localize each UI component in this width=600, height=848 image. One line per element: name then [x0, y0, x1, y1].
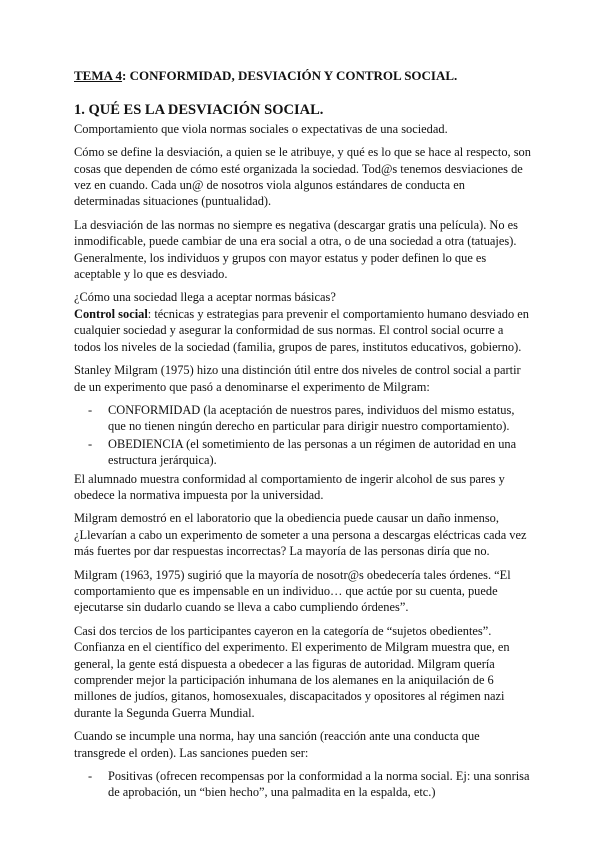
control-social-definition: : técnicas y estrategias para prevenir el comportamiento humano desviado en cualquier sociedad y asegurar la conformidad de sus normas. El control social ocurre a todos los niveles de la sociedad (familia, grupos de pares, institutos educativos, gobierno). [74, 306, 529, 354]
list-item [74, 436, 532, 469]
list-dash: - [88, 769, 93, 784]
title-prefix: TEMA 4 [74, 68, 123, 83]
paragraph-obedient-subjects: Casi dos tercios de los participantes cayeron en la categoría de “sujetos obedientes”. Confianza en el científico del experimento. El experimento de Milgram muestra que, en general, la gente está dispuesta a obedecer a las figuras de autoridad. Milgram quería comprender mejor la participación inhumana de los alemanes en la aniquilación de 6 millones de judíos, gitanos, homosexuales, discapacitados y opositores al régimen nazi durante la Segunda Guerra Mundial. [74, 623, 510, 720]
paragraph-milgram-orders: Milgram (1963, 1975) sugirió que la mayoría de nosotr@s obedecería tales órdenes. “El comportamiento que es impensable en un individuo… que actúe por su cuenta, puede ejecutarse sin dudarlo cuando se lleva a cabo cumpliendo órdenes”. [74, 567, 511, 615]
list-dash: - [88, 436, 93, 451]
list-item-text: Positivas (ofrecen recompensas por la conformidad a la norma social. Ej: una sonrisa de aprobación, un “bien hecho”, una palmadita en la espalda, etc.) [108, 769, 530, 800]
list-item [74, 402, 532, 435]
paragraph-definition: Comportamiento que viola normas sociales o expectativas de una sociedad. [74, 121, 448, 136]
paragraph-milgram-intro: Stanley Milgram (1975) hizo una distinción útil entre dos niveles de control social a partir de un experimento que pasó a denominarse el experimento de Milgram: [74, 363, 521, 394]
list-item-text: OBEDIENCIA (el sometimiento de las personas a un régimen de autoridad en una estructura jerárquica). [108, 436, 517, 468]
sanctions-list [74, 768, 532, 801]
section-heading: 1. QUÉ ES LA DESVIACIÓN SOCIAL. [74, 102, 324, 119]
paragraph-definition-detail: Cómo se define la desviación, a quien se le atribuye, y qué es lo que se hace al respecto, son cosas que dependen de cómo esté organizada la sociedad. Tod@s tenemos desviaciones de vez en cuando. Cada un@ de nosotros viola algunos estándares de conducta en determinadas situaciones (puntualidad). [74, 145, 531, 209]
control-social-term: Control social [74, 306, 148, 321]
list-item [74, 768, 532, 801]
paragraph-question: ¿Cómo una sociedad llega a aceptar normas básicas? [74, 290, 336, 305]
paragraph-alumnado: El alumnado muestra conformidad al comportamiento de ingerir alcohol de sus pares y obedece la normativa impuesta por la universidad. [74, 471, 505, 502]
title-rest: : CONFORMIDAD, DESVIACIÓN Y CONTROL SOCIAL. [122, 68, 458, 83]
document-title [74, 68, 532, 84]
list-item-text: CONFORMIDAD (la aceptación de nuestros pares, individuos del mismo estatus, que no tienen ningún derecho en particular para dirigir nuestro comportamiento). [108, 402, 515, 434]
paragraph-not-negative: La desviación de las normas no siempre es negativa (descargar gratis una película). No es inmodificable, puede cambiar de una era social a otra, o de una sociedad a otra (tatuajes). Generalmente, los individuos y grupos con mayor estatus y poder definen lo que es aceptable y lo que es desviado. [74, 217, 518, 282]
control-levels-list [74, 402, 532, 469]
paragraph-control-social [74, 306, 532, 355]
paragraph-milgram-lab: Milgram demostró en el laboratorio que la obediencia puede causar un daño inmenso, ¿Llevarían a cabo un experimento de someter a una persona a descargas eléctricas cada vez más fuertes por dar respuestas incorrectas? La mayoría de las personas diría que no. [74, 511, 527, 559]
list-dash: - [88, 402, 93, 417]
paragraph-sanctions: Cuando se incumple una norma, hay una sanción (reacción ante una conducta que transgrede el orden). Las sanciones pueden ser: [74, 729, 480, 760]
